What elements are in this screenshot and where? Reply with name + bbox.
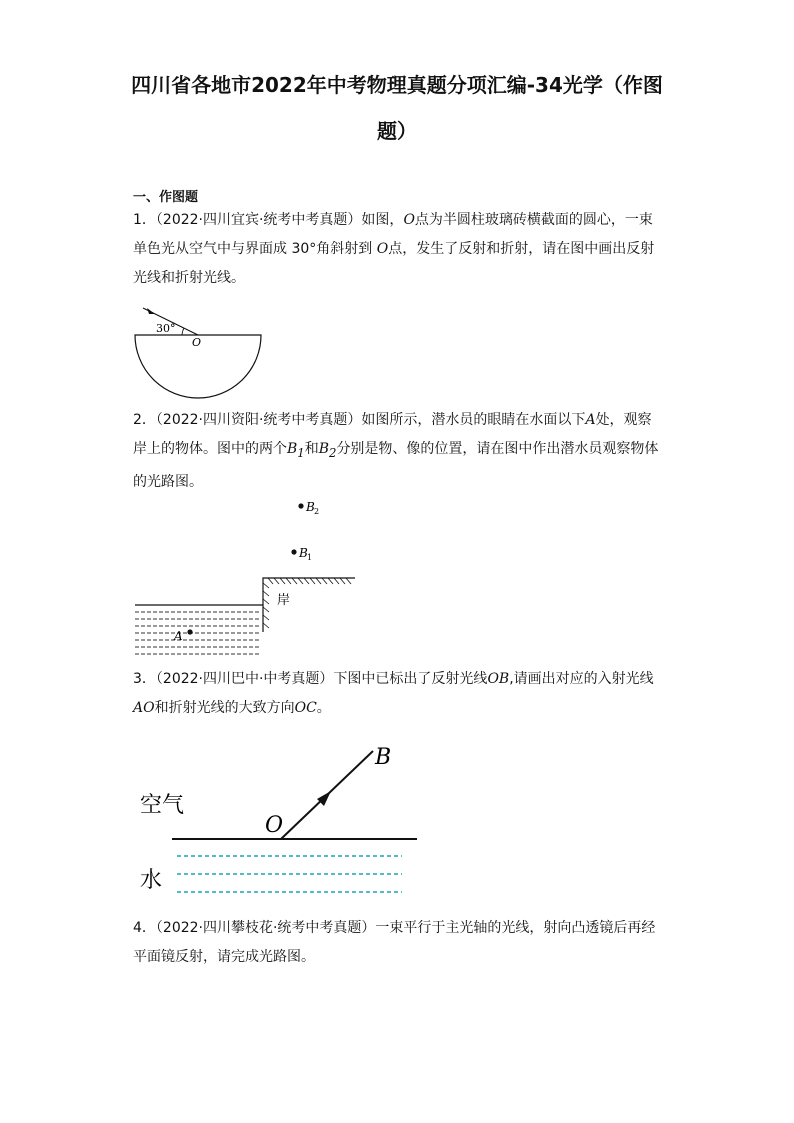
a-label: A [174,629,183,643]
q2-b2-label: B [318,441,330,457]
q3-text-mid-2: 和折射光线的大致方向 [154,700,295,716]
q2-a-label: A [585,412,596,428]
question-4: 4．（2022·四川攀枝花·统考中考真题）一束平行于主光轴的光线，射向凸透镜后再经平面镜反射，请完成光路图。 [133,920,656,965]
q3-figure [130,735,430,900]
q2-and: 和 [304,441,319,457]
q1-figure [130,300,270,402]
q2-text-mid: 处，观察岸上的物体。图中的两个 [133,412,652,457]
b2-sub: 2 [314,507,320,516]
angle-arc [182,328,184,335]
q2-text-rest: 分别是物、像的位置，请在图中作出潜水员观察物体的光路图。 [133,441,659,490]
point-a [187,629,192,634]
b1-sub: 1 [307,553,313,562]
shore-outline [135,578,355,605]
water-lines [177,856,402,892]
air-label: 空气 [140,793,185,818]
water-surface [135,612,261,654]
q2-figure [130,495,370,665]
title-line-1: 四川省各地市2022年中考物理真题分项汇编-34光学（作图 [131,73,663,97]
q1-o-label-2: O [376,241,389,257]
incident-arrow-icon [147,308,155,314]
q2-b2-sub: 2 [329,445,337,460]
q3-prefix: 3．（2022·四川巴中·中考真题）下图中已标出了反射光线 [133,671,488,687]
b2-label: B [306,500,315,514]
page-title [110,62,684,154]
point-o-label: O [192,336,202,349]
q3-text-mid: ,请画出对应的入射光线 [509,671,654,687]
question-3 [133,665,663,723]
q1-text-mid: 点为半圆柱玻璃砖横截面的圆心，一束单色光从空气中与界面成 30°角斜射到 [133,212,653,257]
q1-text-rest: 点，发生了反射和折射，请在图中画出反射光线和折射光线。 [133,241,655,286]
q2-prefix: 2．（2022·四川资阳·统考中考真题）如图所示，潜水员的眼睛在水面以下 [133,412,586,428]
title-line-2: 题） [377,119,417,143]
b-label: B [375,745,392,770]
q1-prefix: 1．（2022·四川宜宾·统考中考真题）如图， [133,212,404,228]
q2-b1-label: B [287,441,298,457]
q2-b1-sub: 1 [297,445,305,460]
question-1 [133,206,663,293]
point-b2 [298,503,303,508]
q3-end: 。 [316,700,331,716]
shore-label: 岸 [277,593,291,608]
o-label: O [265,813,284,838]
q3-ao-label: AO [133,700,155,716]
section-heading: 一、作图题 [133,190,199,205]
q1-o-label: O [403,212,415,228]
question-2 [133,406,663,497]
water-label: 水 [140,868,163,893]
point-b1 [291,549,296,554]
q3-ob-label: OB [487,671,510,687]
b1-label: B [299,546,308,560]
angle-label: 30° [156,322,176,335]
q3-oc-label: OC [294,700,317,716]
